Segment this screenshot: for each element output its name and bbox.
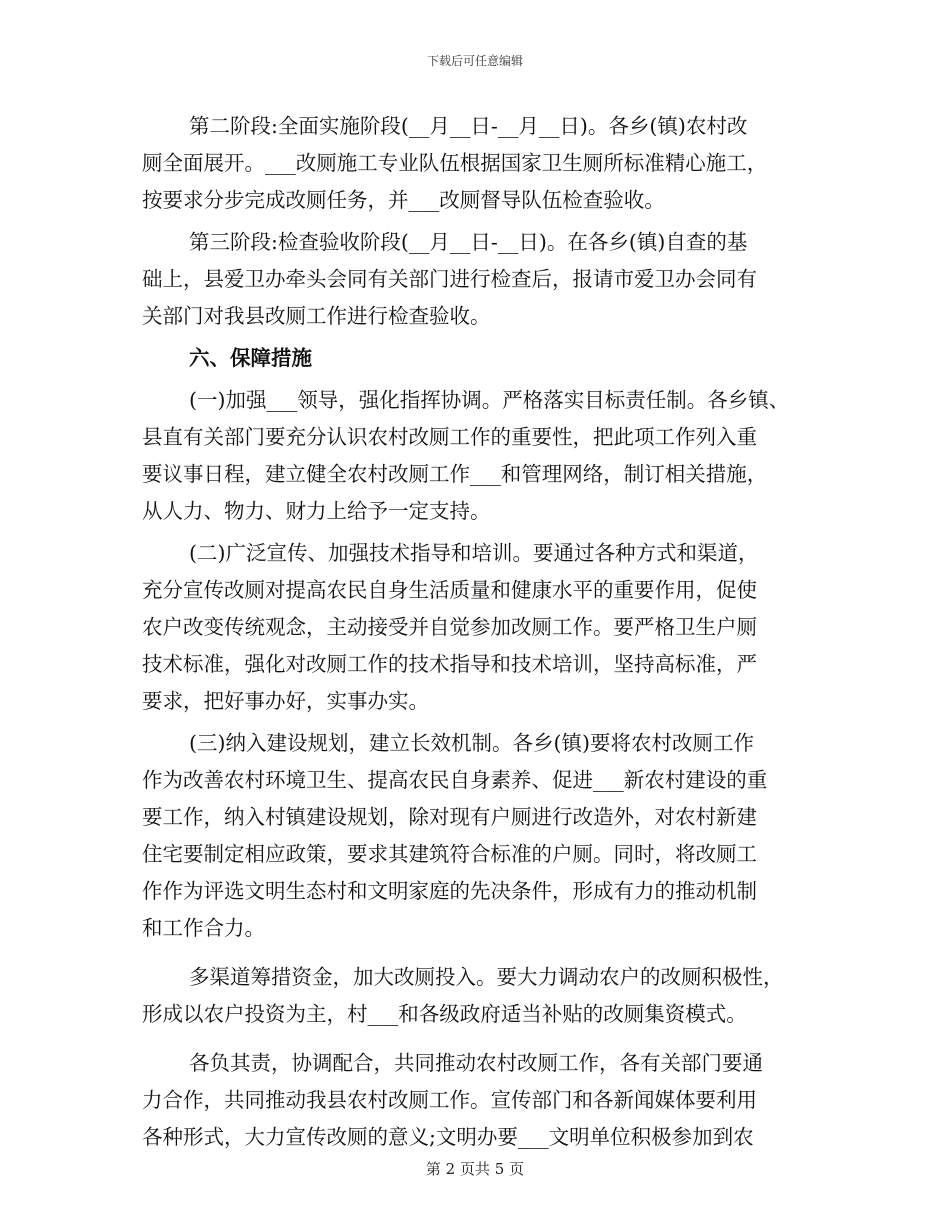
- section-heading: 六、保障措施: [189, 346, 312, 370]
- text-line: 住宅要制定相应政策，要求其建筑符合标准的户厕。同时，将改厕工: [142, 842, 757, 866]
- text-line: (一)加强___领导，强化指挥协调。严格落实目标责任制。各乡镇、: [189, 388, 790, 412]
- paragraph-responsibilities: [142, 1045, 822, 1156]
- text-line: 础上，县爱卫办牵头会同有关部门进行检查后，报请市爱卫办会同有: [142, 267, 757, 291]
- text-line: 各负其责，协调配合，共同推动农村改厕工作，各有关部门要通: [189, 1051, 763, 1075]
- text-line: 要求，把好事办好，实事办实。: [142, 689, 429, 713]
- text-line: 县直有关部门要充分认识农村改厕工作的重要性，把此项工作列入重: [142, 425, 757, 449]
- text-line: 要工作，纳入村镇建设规划，除对现有户厕进行改造外，对农村新建: [142, 805, 757, 829]
- text-line: (三)纳入建设规划，建立长效机制。各乡(镇)要将农村改厕工作: [189, 731, 754, 755]
- text-line: 各种形式，大力宣传改厕的意义;文明办要___文明单位积极参加到农: [142, 1125, 754, 1149]
- text-line: 形成以农户投资为主，村___和各级政府适当补贴的改厕集资模式。: [142, 1002, 747, 1026]
- text-line: 关部门对我县改厕工作进行检查验收。: [142, 304, 491, 328]
- text-line: 第三阶段:检查验收阶段(__月__日-__日)。在各乡(镇)自查的基: [189, 230, 748, 254]
- text-line: 厕全面展开。___改厕施工专业队伍根据国家卫生厕所标准精心施工，: [142, 151, 768, 175]
- text-line: (二)广泛宣传、加强技术指导和培训。要通过各种方式和渠道，: [189, 541, 759, 565]
- paragraph-measure-two: [142, 535, 822, 720]
- paragraph-measure-one: [142, 382, 822, 530]
- page-footer: 第 2 页共 5 页: [425, 1160, 525, 1178]
- text-line: 技术标准，强化对改厕工作的技术指导和技术培训，坚持高标准，严: [142, 652, 757, 676]
- text-line: 从人力、物力、财力上给予一定支持。: [142, 499, 491, 523]
- paragraph-measure-three: [142, 725, 822, 947]
- text-line: 农户改变传统观念，主动接受并自觉参加改厕工作。要严格卫生户厕: [142, 615, 757, 639]
- text-line: 多渠道筹措资金，加大改厕投入。要大力调动农户的改厕积极性，: [189, 965, 784, 989]
- paragraph-stage-three: [142, 224, 822, 335]
- text-line: 和工作合力。: [142, 916, 265, 940]
- paragraph-stage-two: [142, 108, 822, 219]
- text-line: 第二阶段:全面实施阶段(__月__日-__月__日)。各乡(镇)农村改: [189, 114, 748, 138]
- text-line: 按要求分步完成改厕任务，并___改厕督导队伍检查验收。: [142, 188, 665, 212]
- paragraph-funding: [142, 959, 822, 1033]
- page-header: 下载后可任意编辑: [426, 54, 523, 68]
- text-line: 充分宣传改厕对提高农民自身生活质量和健康水平的重要作用，促使: [142, 578, 757, 602]
- text-line: 作为改善农村环境卫生、提高农民自身素养、促进___新农村建设的重: [142, 768, 768, 792]
- text-line: 要议事日程，建立健全农村改厕工作___和管理网络，制订相关措施，: [142, 462, 768, 486]
- text-line: 力合作，共同推动我县农村改厕工作。宣传部门和各新闻媒体要利用: [142, 1088, 757, 1112]
- document-body: [142, 108, 822, 1161]
- text-line: 作作为评选文明生态村和文明家庭的先决条件，形成有力的推动机制: [142, 879, 757, 903]
